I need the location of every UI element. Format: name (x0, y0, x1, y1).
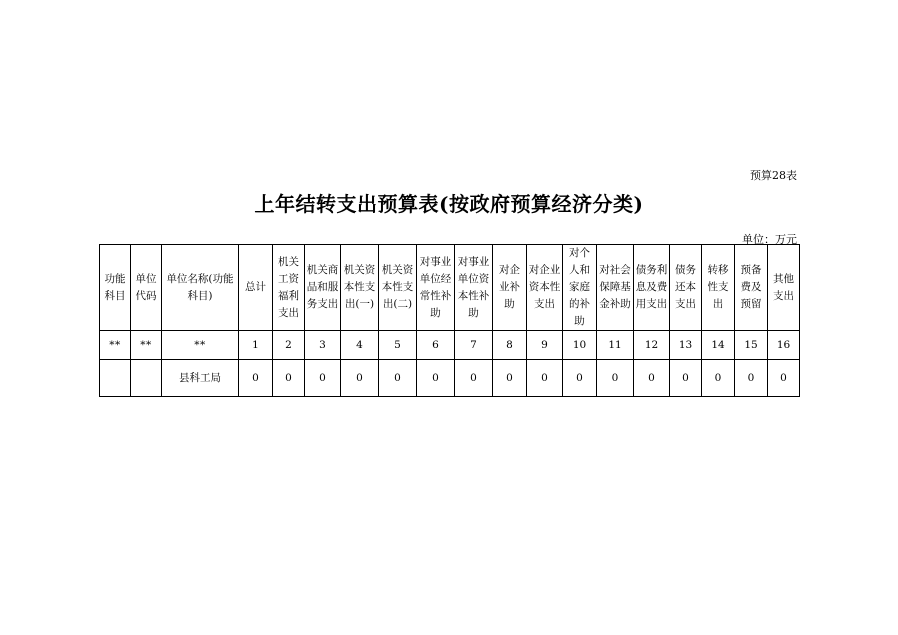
table-cell (131, 360, 162, 397)
index-cell: 16 (768, 331, 800, 360)
index-cell: 11 (597, 331, 634, 360)
header-cell: 对社会保障基金补助 (597, 245, 634, 331)
table-cell: 0 (379, 360, 417, 397)
form-number: 预算28表 (750, 169, 797, 182)
index-cell: 1 (239, 331, 273, 360)
table-cell: 0 (597, 360, 634, 397)
table-cell: 0 (341, 360, 379, 397)
index-cell: 14 (702, 331, 735, 360)
header-cell: 机关工资福利支出 (273, 245, 305, 331)
index-cell: 9 (527, 331, 563, 360)
header-cell: 对个人和家庭的补助 (563, 245, 597, 331)
header-cell: 债务利息及费用支出 (634, 245, 670, 331)
index-cell: 13 (670, 331, 702, 360)
index-cell: 12 (634, 331, 670, 360)
header-cell: 其他支出 (768, 245, 800, 331)
index-cell: 8 (493, 331, 527, 360)
index-cell: ** (100, 331, 131, 360)
table-cell: 0 (493, 360, 527, 397)
header-cell: 单位代码 (131, 245, 162, 331)
header-cell: 债务还本支出 (670, 245, 702, 331)
header-cell: 对事业单位资本性补助 (455, 245, 493, 331)
index-cell: 3 (305, 331, 341, 360)
header-row (100, 245, 800, 331)
header-cell: 对事业单位经常性补助 (417, 245, 455, 331)
header-cell: 预备费及预留 (735, 245, 768, 331)
table-cell: 0 (768, 360, 800, 397)
table-row (100, 360, 800, 397)
header-cell: 总计 (239, 245, 273, 331)
table-cell: 0 (634, 360, 670, 397)
table-cell: 0 (417, 360, 455, 397)
header-cell: 对企业资本性支出 (527, 245, 563, 331)
table-cell: 0 (239, 360, 273, 397)
index-cell: 5 (379, 331, 417, 360)
header-cell: 功能科目 (100, 245, 131, 331)
index-cell: ** (131, 331, 162, 360)
budget-table (99, 244, 800, 397)
table-cell: 0 (670, 360, 702, 397)
unit-label: 单位：万元 (742, 233, 797, 246)
index-cell: 6 (417, 331, 455, 360)
table-cell: 0 (305, 360, 341, 397)
table-cell: 0 (455, 360, 493, 397)
header-cell: 对企业补助 (493, 245, 527, 331)
table-cell (100, 360, 131, 397)
index-cell: 15 (735, 331, 768, 360)
table-cell: 0 (273, 360, 305, 397)
index-cell: 7 (455, 331, 493, 360)
index-row (100, 331, 800, 360)
table-cell: 0 (702, 360, 735, 397)
page-title: 上年结转支出预算表(按政府预算经济分类) (254, 192, 644, 216)
header-cell: 转移性支出 (702, 245, 735, 331)
header-cell: 机关商品和服务支出 (305, 245, 341, 331)
header-cell: 机关资本性支出(一) (341, 245, 379, 331)
index-cell: ** (162, 331, 239, 360)
index-cell: 4 (341, 331, 379, 360)
index-cell: 2 (273, 331, 305, 360)
table-cell: 0 (735, 360, 768, 397)
index-cell: 10 (563, 331, 597, 360)
table-cell: 0 (527, 360, 563, 397)
table-cell: 0 (563, 360, 597, 397)
header-cell: 机关资本性支出(二) (379, 245, 417, 331)
table-cell: 县科工局 (162, 360, 239, 397)
header-cell: 单位名称(功能科目) (162, 245, 239, 331)
